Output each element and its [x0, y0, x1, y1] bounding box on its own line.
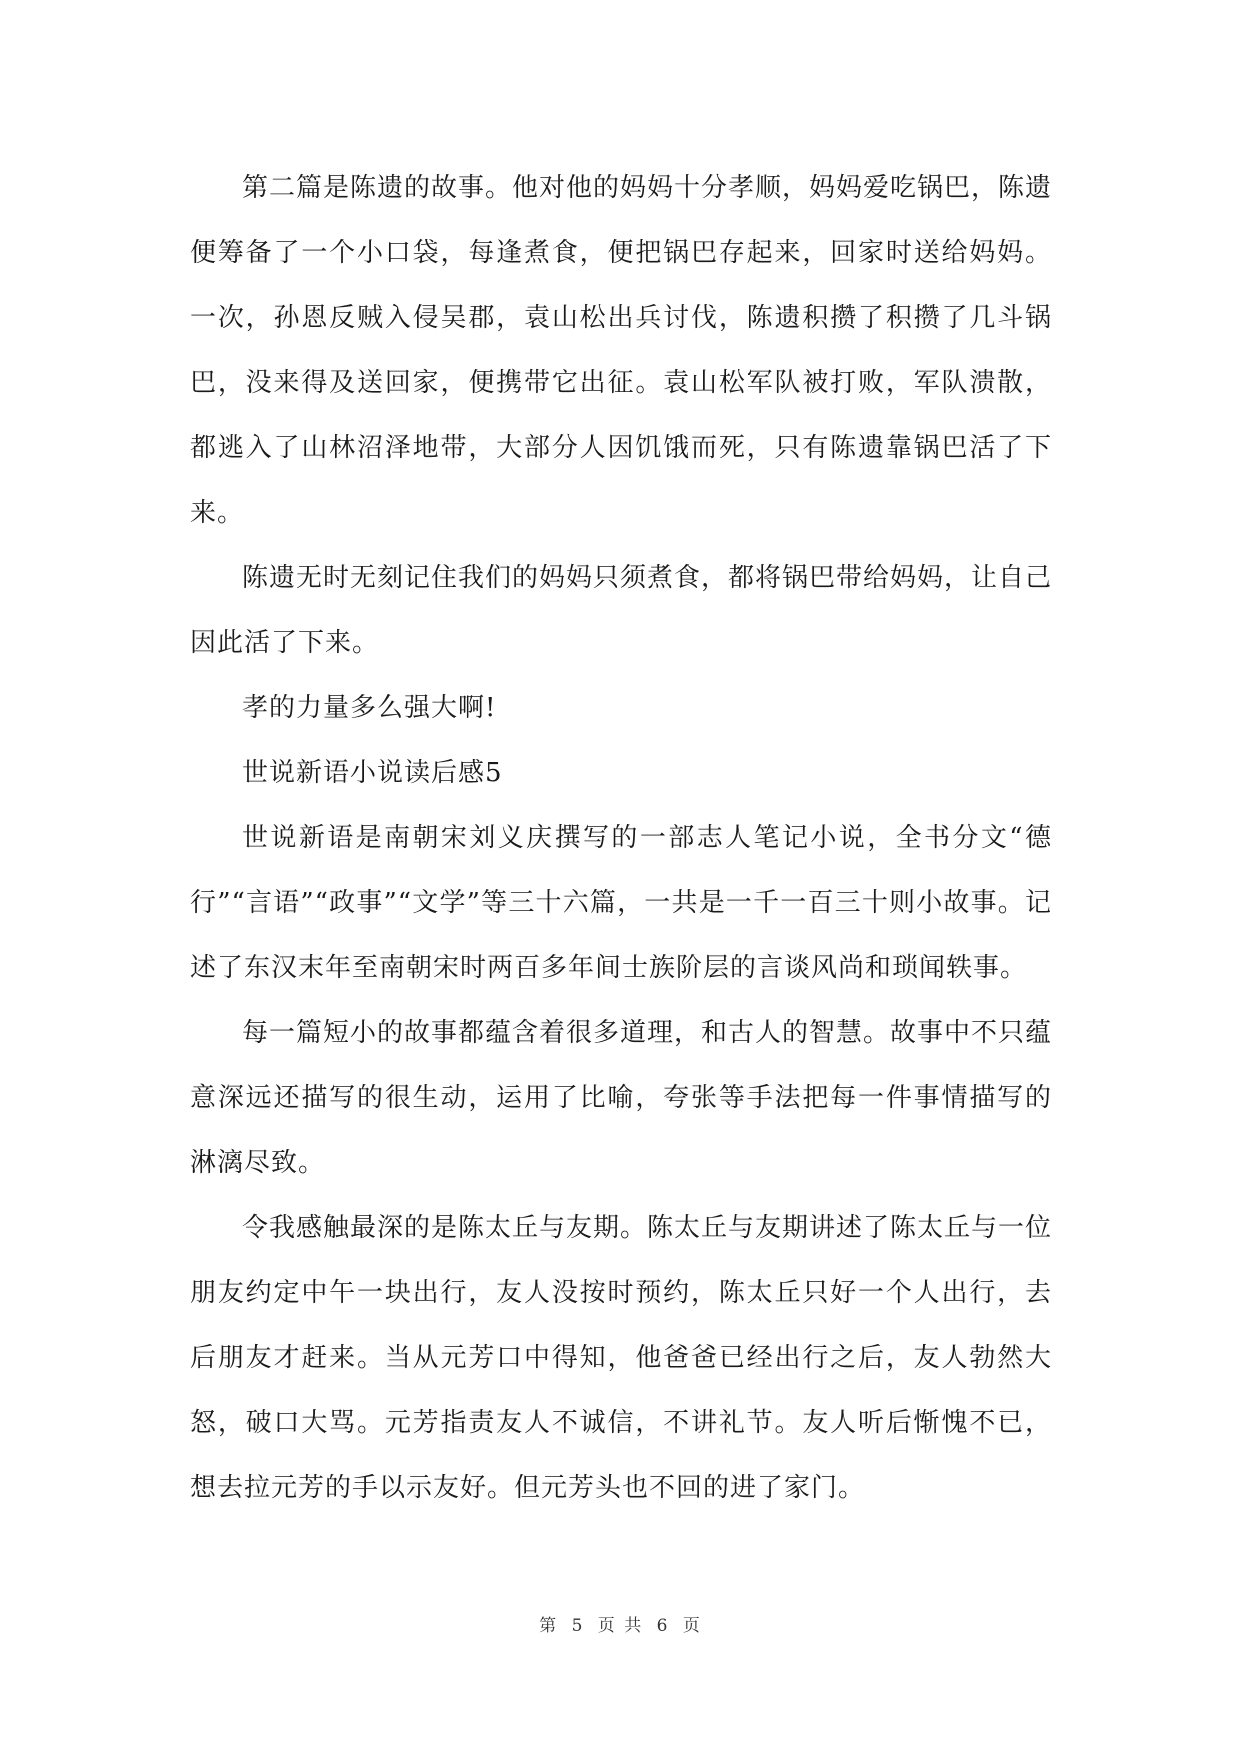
section-heading: 世说新语小说读后感5: [242, 758, 503, 788]
paragraph: 世说新语是南朝宋刘义庆撰写的一部志人笔记小说，全书分文“德行”“言语”“政事”“文学”等三十六篇，一共是一千一百三十则小故事。记述了东汉末年至南朝宋时两百多年间士族阶层的言谈风尚和琐闻轶事。: [190, 823, 1052, 983]
paragraph: 陈遗无时无刻记住我们的妈妈只须煮食，都将锅巴带给妈妈，让自己因此活了下来。: [190, 563, 1053, 658]
footer-total-pages: 6: [656, 1616, 670, 1636]
document-body: [190, 156, 1052, 1521]
footer-prefix: 第: [539, 1616, 559, 1636]
footer-suffix: 页: [682, 1616, 702, 1636]
footer-current-page: 5: [571, 1616, 585, 1636]
footer-middle: 页 共: [597, 1616, 644, 1636]
paragraph: 每一篇短小的故事都蕴含着很多道理，和古人的智慧。故事中不只蕴意深远还描写的很生动，运用了比喻，夸张等手法把每一件事情描写的淋漓尽致。: [190, 1018, 1053, 1178]
paragraph: 第二篇是陈遗的故事。他对他的妈妈十分孝顺，妈妈爱吃锅巴，陈遗便筹备了一个小口袋，每逢煮食，便把锅巴存起来，回家时送给妈妈。一次，孙恩反贼入侵吴郡，袁山松出兵讨伐，陈遗积攒了积攒了几斗锅巴，没来得及送回家，便携带它出征。袁山松军队被打败，军队溃散，都逃入了山林沼泽地带，大部分人因饥饿而死，只有陈遗靠锅巴活了下来。: [190, 173, 1053, 528]
paragraph: 孝的力量多么强大啊!: [242, 693, 497, 723]
page-footer: [0, 1611, 1241, 1636]
paragraph: 令我感触最深的是陈太丘与友期。陈太丘与友期讲述了陈太丘与一位朋友约定中午一块出行，友人没按时预约，陈太丘只好一个人出行，去后朋友才赶来。当从元芳口中得知，他爸爸已经出行之后，友人勃然大怒，破口大骂。元芳指责友人不诚信，不讲礼节。友人听后惭愧不已，想去拉元芳的手以示友好。但元芳头也不回的进了家门。: [190, 1213, 1053, 1503]
